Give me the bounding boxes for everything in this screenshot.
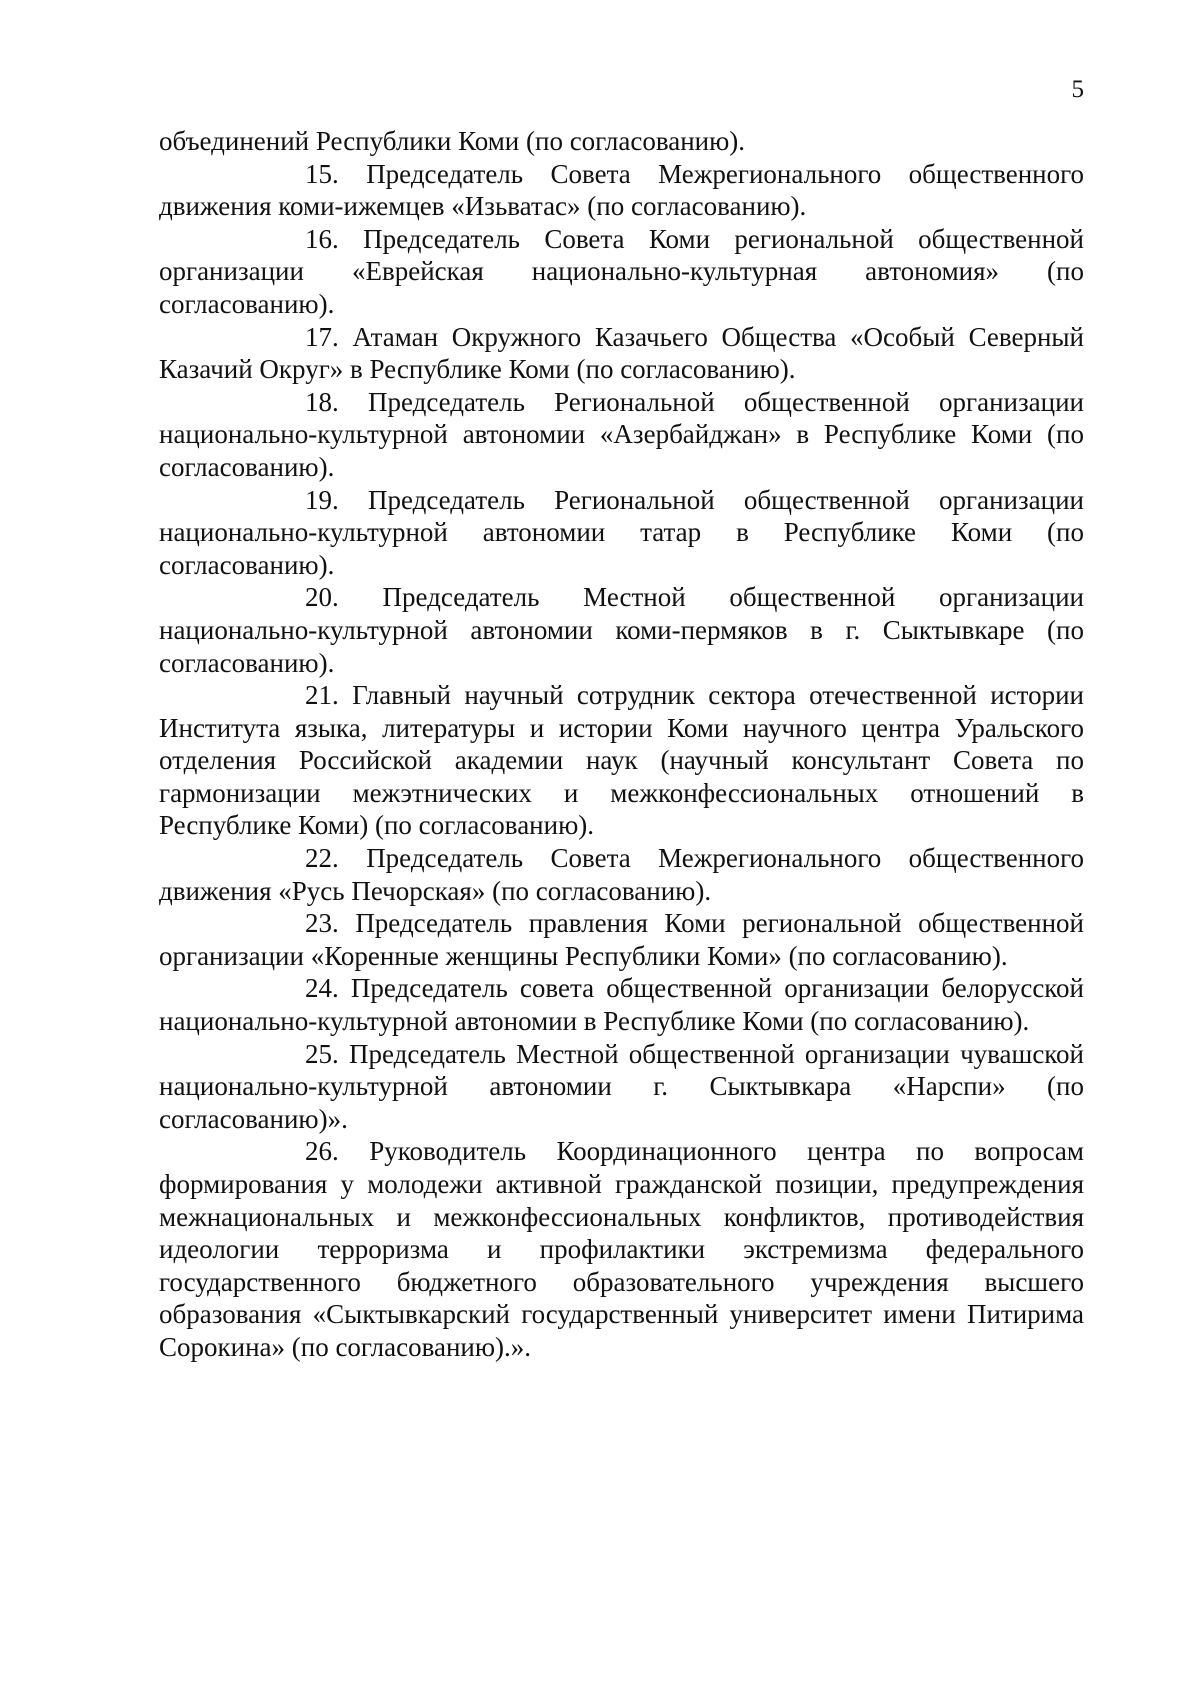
list-item-text: Председатель совета общественной организации белорусской национально-культурной автономии в Республике Коми (по согласованию). (159, 973, 1084, 1037)
list-item-text: Председатель Местной общественной организации чувашской национально-культурной автономии г. Сыктывкара «Нарспи» (по согласованию)». (159, 1038, 1084, 1134)
list-item (159, 386, 1084, 484)
list-item (159, 223, 1084, 321)
list-item-number: 26. (305, 1136, 339, 1167)
list-item-number: 20. (305, 582, 339, 613)
list-item-number: 16. (305, 223, 339, 254)
list-item (159, 842, 1084, 907)
list-item (159, 907, 1084, 972)
list-item-text: Председатель Совета Межрегионального общественного движения «Русь Печорская» (по согласованию). (159, 843, 1085, 906)
list-item-number: 22. (305, 843, 339, 874)
list-item-number: 21. (305, 680, 339, 711)
list-item-text: Председатель Совета Межрегионального общественного движения коми-ижемцев «Изьватас» (по согласованию). (159, 158, 1085, 222)
list-item-text: Председатель Местной общественной организации национально-культурной автономии коми-пермяков в г. Сыктывкаре (по согласованию). (159, 582, 1085, 678)
list-item-continuation (159, 125, 1084, 158)
list-item (159, 1038, 1084, 1136)
list-item (159, 1135, 1084, 1363)
list-item (159, 158, 1084, 223)
list-item-number: 24. (305, 973, 339, 1004)
list-item (159, 679, 1084, 842)
list-item-text: Руководитель Координационного центра по вопросам формирования у молодежи активной гражданской позиции, предупреждения межнациональных и межконфессиональных конфликтов, противодействия идеологии терроризма и профилактики экстремизма федерального государственного бюджетного образовательного учреждения высшего образования «Сыктывкарский государственный университет имени Питирима Сорокина» (по согласованию).». (159, 1136, 1085, 1362)
list-item-number: 15. (305, 158, 339, 189)
list-item-text: объединений Республики Коми (по согласованию). (159, 126, 746, 156)
list-item-number: 19. (305, 484, 339, 515)
list-item-text: Главный научный сотрудник сектора отечественной истории Института языка, литературы и истории Коми научного центра Уральского отделения Российской академии наук (научный консультант Совета по гармонизации межэтнических и межконфессиональных отношений в Республике Коми) (по согласованию). (159, 680, 1084, 841)
page-number: 5 (1071, 76, 1084, 103)
list-item-text: Председатель правления Коми региональной общественной организации «Коренные женщины Республики Коми» (по согласованию). (159, 908, 1084, 971)
list-item-number: 23. (305, 908, 339, 939)
list-item-number: 17. (305, 321, 339, 352)
document-body (159, 125, 1084, 1364)
list-item-number: 18. (305, 386, 339, 417)
list-item (159, 321, 1084, 386)
list-item-text: Председатель Совета Коми региональной общественной организации «Еврейская национально-культурная автономия» (по согласованию). (159, 223, 1084, 319)
list-item-text: Председатель Региональной общественной организации национально-культурной автономии татар в Республике Коми (по согласованию). (159, 484, 1085, 580)
list-item-text: Председатель Региональной общественной организации национально-культурной автономии «Азербайджан» в Республике Коми (по согласованию). (159, 386, 1085, 482)
list-item (159, 972, 1084, 1037)
list-item (159, 581, 1084, 679)
list-item-number: 25. (305, 1038, 339, 1069)
list-item-text: Атаман Окружного Казачьего Общества «Особый Северный Казачий Округ» в Республике Коми (по согласованию). (159, 321, 1084, 385)
list-item (159, 484, 1084, 582)
